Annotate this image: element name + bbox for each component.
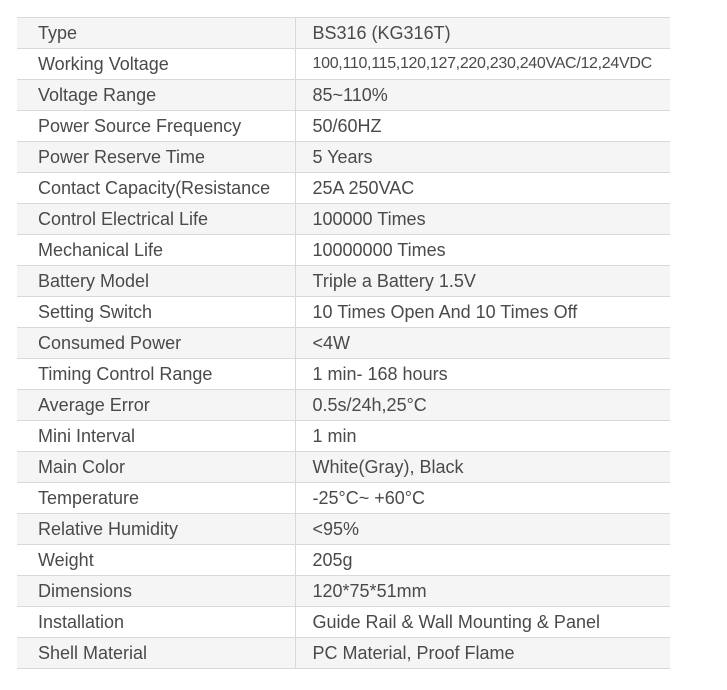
spec-value: 25A 250VAC: [295, 173, 670, 204]
spec-value: Triple a Battery 1.5V: [295, 266, 670, 297]
table-row: [17, 483, 670, 514]
spec-label: Mechanical Life: [17, 235, 295, 266]
spec-label: Temperature: [17, 483, 295, 514]
spec-label: Control Electrical Life: [17, 204, 295, 235]
table-row: [17, 545, 670, 576]
spec-value: 1 min- 168 hours: [295, 359, 670, 390]
spec-label: Power Source Frequency: [17, 111, 295, 142]
spec-value: 100000 Times: [295, 204, 670, 235]
table-row: [17, 18, 670, 49]
table-row: [17, 111, 670, 142]
spec-value: 100,110,115,120,127,220,230,240VAC/12,24VDC: [295, 49, 670, 80]
spec-label: Main Color: [17, 452, 295, 483]
spec-label: Relative Humidity: [17, 514, 295, 545]
spec-value: 50/60HZ: [295, 111, 670, 142]
table-row: [17, 638, 670, 669]
table-row: [17, 514, 670, 545]
table-row: [17, 576, 670, 607]
spec-label: Consumed Power: [17, 328, 295, 359]
spec-value: 85~110%: [295, 80, 670, 111]
table-row: [17, 359, 670, 390]
spec-label: Mini Interval: [17, 421, 295, 452]
spec-value: PC Material, Proof Flame: [295, 638, 670, 669]
spec-value: 5 Years: [295, 142, 670, 173]
table-row: [17, 142, 670, 173]
spec-value: 10000000 Times: [295, 235, 670, 266]
spec-value: -25°C~ +60°C: [295, 483, 670, 514]
spec-label: Battery Model: [17, 266, 295, 297]
table-row: [17, 328, 670, 359]
spec-label: Voltage Range: [17, 80, 295, 111]
spec-value: <4W: [295, 328, 670, 359]
table-row: [17, 266, 670, 297]
spec-value: White(Gray), Black: [295, 452, 670, 483]
spec-value: Guide Rail & Wall Mounting & Panel: [295, 607, 670, 638]
spec-label: Type: [17, 18, 295, 49]
spec-value: 1 min: [295, 421, 670, 452]
table-row: [17, 452, 670, 483]
spec-label: Dimensions: [17, 576, 295, 607]
table-row: [17, 173, 670, 204]
spec-table-body: [17, 18, 670, 669]
spec-value: BS316 (KG316T): [295, 18, 670, 49]
table-row: [17, 421, 670, 452]
table-row: [17, 235, 670, 266]
table-row: [17, 607, 670, 638]
spec-label: Weight: [17, 545, 295, 576]
table-row: [17, 49, 670, 80]
spec-label: Setting Switch: [17, 297, 295, 328]
spec-table: [17, 17, 670, 669]
spec-label: Working Voltage: [17, 49, 295, 80]
table-row: [17, 204, 670, 235]
spec-label: Average Error: [17, 390, 295, 421]
spec-value: 205g: [295, 545, 670, 576]
spec-value: 120*75*51mm: [295, 576, 670, 607]
table-row: [17, 390, 670, 421]
spec-label: Installation: [17, 607, 295, 638]
spec-label: Shell Material: [17, 638, 295, 669]
spec-value: <95%: [295, 514, 670, 545]
spec-value: 0.5s/24h,25°C: [295, 390, 670, 421]
table-row: [17, 297, 670, 328]
spec-label: Power Reserve Time: [17, 142, 295, 173]
spec-value: 10 Times Open And 10 Times Off: [295, 297, 670, 328]
table-row: [17, 80, 670, 111]
spec-label: Contact Capacity(Resistance: [17, 173, 295, 204]
spec-label: Timing Control Range: [17, 359, 295, 390]
